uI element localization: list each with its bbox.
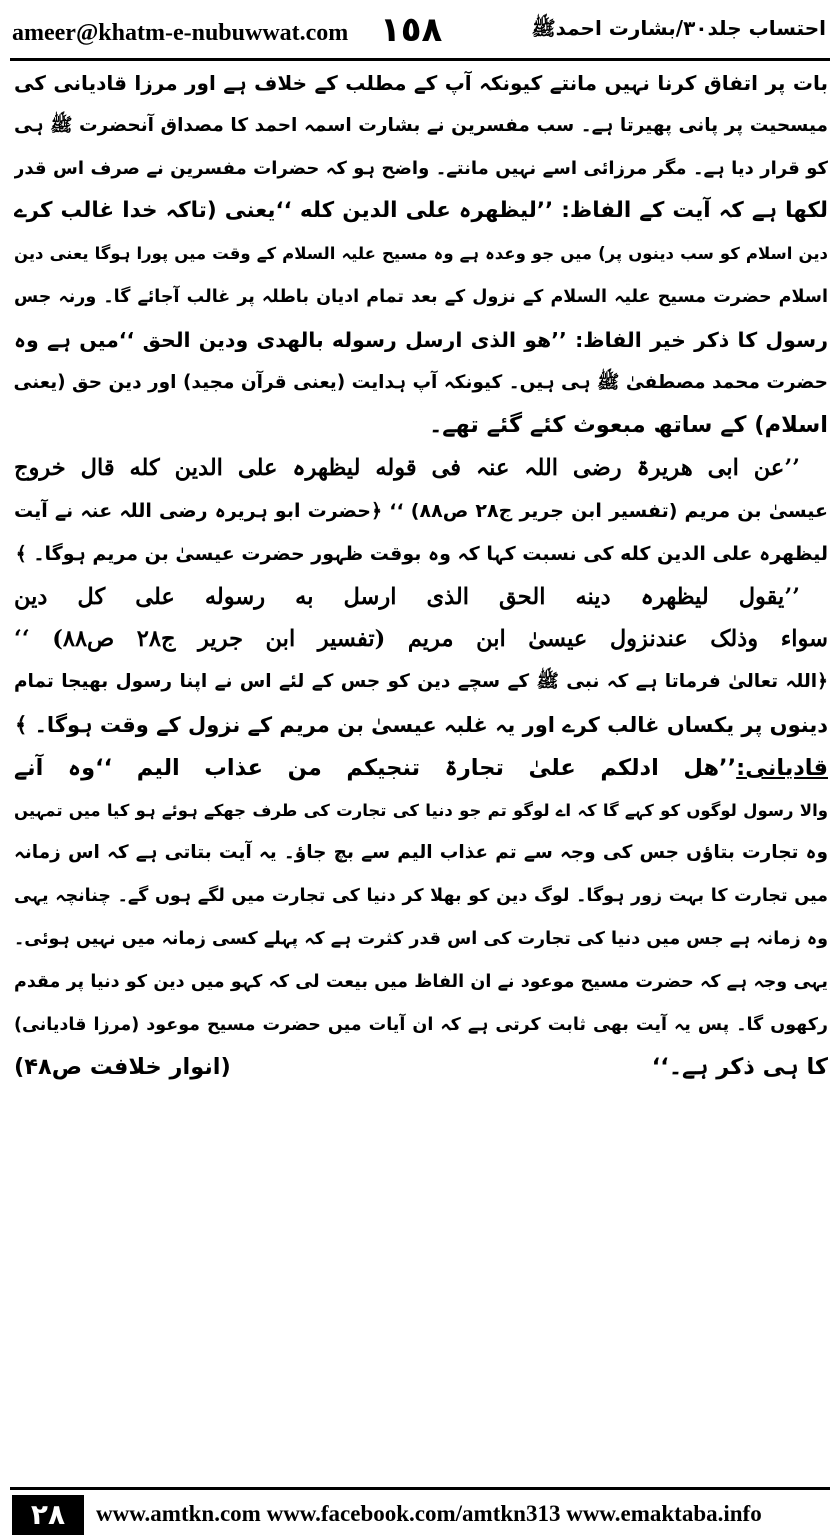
text-line: اسلام حضرت مسیح علیہ السلام کے نزول کے بعد تمام ادیان باطلہ پر غالب آجائے گا۔ ورنہ جس xyxy=(14,286,828,307)
footer-links[interactable]: www.amtkn.com www.facebook.com/amtkn313 www.emaktaba.info xyxy=(96,1501,762,1526)
source-reference: (انوار خلافت ص۴۸) xyxy=(14,1054,231,1081)
closing-line xyxy=(14,1046,828,1089)
text-line: وہ تجارت بتاؤں جس کی وجہ سے تم عذاب الیم سے بچ جاؤ۔ یہ آیت بتاتی ہے کہ اس زمانہ xyxy=(14,842,828,864)
page-header xyxy=(0,0,840,58)
text-line: ﴿اللہ تعالیٰ فرماتا ہے کہ نبی ﷺ کے سچے دین کو جس کے لئے اس نے اپنا رسول بھیجا تمام xyxy=(14,671,828,693)
text-line: حضرت محمد مصطفیٰ ﷺ ہی ہیں۔ کیونکہ آپ ہدایت (یعنی قرآن مجید) اور دین حق (یعنی xyxy=(14,371,828,393)
arabic-quote-line: ’’عن ابی ھریرۃ رضی اللہ عنہ فی قوله لیظھرہ علی الدین کله قال خروج xyxy=(14,455,800,482)
text-line: والا رسول لوگوں کو کہے گا کہ اے لوگو تم جو دنیا کی تجارت کی طرف جھکے ہوئے ہو کیا میں تمہیں xyxy=(14,800,828,820)
closing-text: کا ہی ذکر ہے۔‘‘ xyxy=(651,1054,828,1081)
text-line: رکھوں گا۔ پس یہ آیت بھی ثابت کرتی ہے کہ ان آیات میں حضرت مسیح موعود (مرزا قادیانی) xyxy=(14,1014,828,1035)
text-line: اسلام) کے ساتھ مبعوث کئے گئے تھے۔ xyxy=(429,412,828,439)
qadiani-line xyxy=(14,747,828,790)
text-line: وہ زمانہ ہے جس میں دنیا کی تجارت کی اس قدر کثرت ہے کہ پہلے کسی زمانہ میں نہیں ہوئی۔ xyxy=(14,928,828,949)
text-line: لیظھرہ علی الدین کله کی نسبت کہا کہ وہ بوقت ظہور حضرت عیسیٰ بن مریم ہوگا۔ ﴾ xyxy=(15,542,828,565)
text-line: عیسیٰ بن مریم (تفسیر ابن جریر ج۲۸ ص۸۸) ‘‘ ﴿حضرت ابو ہریرہ رضی اللہ عنہ نے آیت xyxy=(14,499,828,522)
header-rule xyxy=(10,58,830,61)
text-line: رسول کا ذکر خیر الفاظ: ’’ھو الذی ارسل رسوله بالھدی ودین الحق ‘‘میں ہے وہ xyxy=(14,327,828,352)
text-line: کو قرار دیا ہے۔ مگر مرزائی اسے نہیں مانتے۔ واضح ہو کہ حضرات مفسرین نے صرف اس قدر xyxy=(14,157,828,179)
text-line: دینوں پر یکساں غالب کرے اور یہ غلبہ عیسیٰ بن مریم کے نزول کے وقت ہوگا۔ ﴾ xyxy=(15,712,828,737)
qadiani-label: قادیانی: xyxy=(736,754,828,781)
text-line: میسحیت پر پانی پھیرتا ہے۔ سب مفسرین نے بشارت اسمہ احمد کا مصداق آنحضرت ﷺ ہی xyxy=(14,114,828,136)
page-footer xyxy=(0,1487,840,1540)
text-line: میں تجارت کا بہت زور ہوگا۔ لوگ دین کو بھلا کر دنیا کی تجارت میں لگے ہوں گے۔ چنانچہ یہی xyxy=(14,886,828,907)
text-line: یہی وجہ ہے کہ حضرت مسیح موعود نے ان الفاظ میں بیعت لی کہ کہو میں دین کو دنیا پر مقدم xyxy=(14,971,828,992)
header-email: ameer@khatm-e-nubuwwat.com xyxy=(12,20,349,46)
footer-page-number: ۲۸ xyxy=(12,1495,84,1535)
arabic-quote-line: ’’یقول لیظھرہ دینه الحق الذی ارسل به رسوله علی کل دین xyxy=(14,583,800,610)
qadiani-text: ’’ھل ادلکم علیٰ تجارۃ تنجیکم من عذاب الیم ‘‘وہ آنے xyxy=(14,754,737,781)
header-book-title: احتساب جلد۳۰/بشارت احمدﷺ xyxy=(531,16,826,40)
footer-rule xyxy=(10,1487,830,1490)
text-line: بات پر اتفاق کرنا نہیں مانتے کیونکہ آپ کے مطلب کے خلاف ہے اور مرزا قادیانی کی xyxy=(14,71,828,95)
arabic-quote-line: سواء وذلک عندنزول عیسیٰ ابن مریم (تفسیر ابن جریر ج۲۸ ص۸۸) ‘‘ xyxy=(14,626,828,653)
page-body xyxy=(14,62,828,1089)
text-line: دین اسلام کو سب دینوں پر) میں جو وعدہ ہے وہ مسیح علیہ السلام کے وقت میں پورا ہوگا یعنی دین xyxy=(14,244,828,264)
text-line: لکھا ہے کہ آیت کے الفاظ: ’’لیظھرہ علی الدین کله ‘‘یعنی (تاکہ خدا غالب کرے xyxy=(14,198,828,224)
header-page-number: ١٥٨ xyxy=(380,10,443,50)
